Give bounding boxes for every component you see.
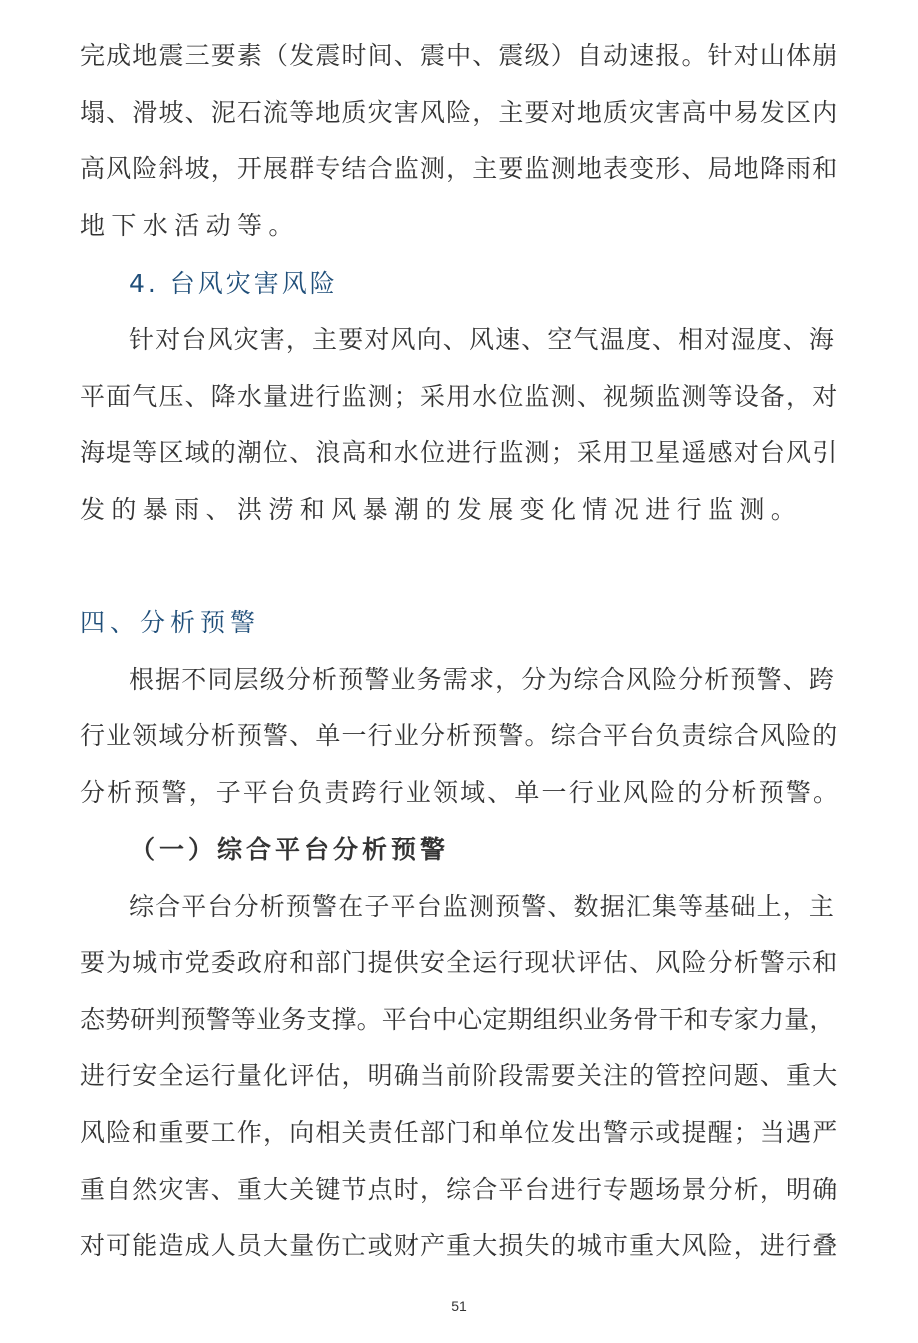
paragraph-line: 根据不同层级分析预警业务需求，分为综合风险分析预警、跨	[129, 665, 836, 694]
section-heading: 四、分析预警	[80, 608, 261, 637]
paragraph-line: 塌、滑坡、泥石流等地质灾害风险，主要对地质灾害高中易发区内	[80, 98, 839, 127]
paragraph-line: 重自然灾害、重大关键节点时，综合平台进行专题场景分析，明确	[80, 1175, 839, 1204]
paragraph-line: 风险和重要工作，向相关责任部门和单位发出警示或提醒；当遇严	[80, 1118, 839, 1147]
subheading-typhoon: 4. 台风灾害风险	[129, 269, 338, 298]
paragraph-line: 地下水活动等。	[80, 211, 300, 240]
subsection-heading: （一）综合平台分析预警	[130, 835, 450, 864]
paragraph-line: 综合平台分析预警在子平台监测预警、数据汇集等基础上，主	[129, 892, 836, 921]
paragraph-line: 分析预警，子平台负责跨行业领域、单一行业风险的分析预警。	[80, 778, 841, 807]
paragraph-line: 进行安全运行量化评估，明确当前阶段需要关注的管控问题、重大	[80, 1061, 839, 1090]
paragraph-line: 海堤等区域的潮位、浪高和水位进行监测；采用卫星遥感对台风引	[80, 438, 839, 467]
paragraph-line: 对可能造成人员大量伤亡或财产重大损失的城市重大风险，进行叠	[80, 1231, 839, 1260]
paragraph-line: 高风险斜坡，开展群专结合监测，主要监测地表变形、局地降雨和	[80, 154, 839, 183]
paragraph-line: 针对台风灾害，主要对风向、风速、空气温度、相对湿度、海	[129, 325, 836, 354]
paragraph-line: 平面气压、降水量进行监测；采用水位监测、视频监测等设备，对	[80, 382, 839, 411]
paragraph-line: 要为城市党委政府和部门提供安全运行现状评估、风险分析警示和	[80, 948, 839, 977]
page-number: 51	[451, 1298, 467, 1314]
paragraph-line: 完成地震三要素（发震时间、震中、震级）自动速报。针对山体崩	[80, 41, 839, 70]
paragraph-line: 行业领域分析预警、单一行业分析预警。综合平台负责综合风险的	[80, 721, 839, 750]
paragraph-line: 发的暴雨、洪涝和风暴潮的发展变化情况进行监测。	[80, 495, 803, 524]
paragraph-line: 态势研判预警等业务支撑。平台中心定期组织业务骨干和专家力量，	[80, 1005, 835, 1034]
